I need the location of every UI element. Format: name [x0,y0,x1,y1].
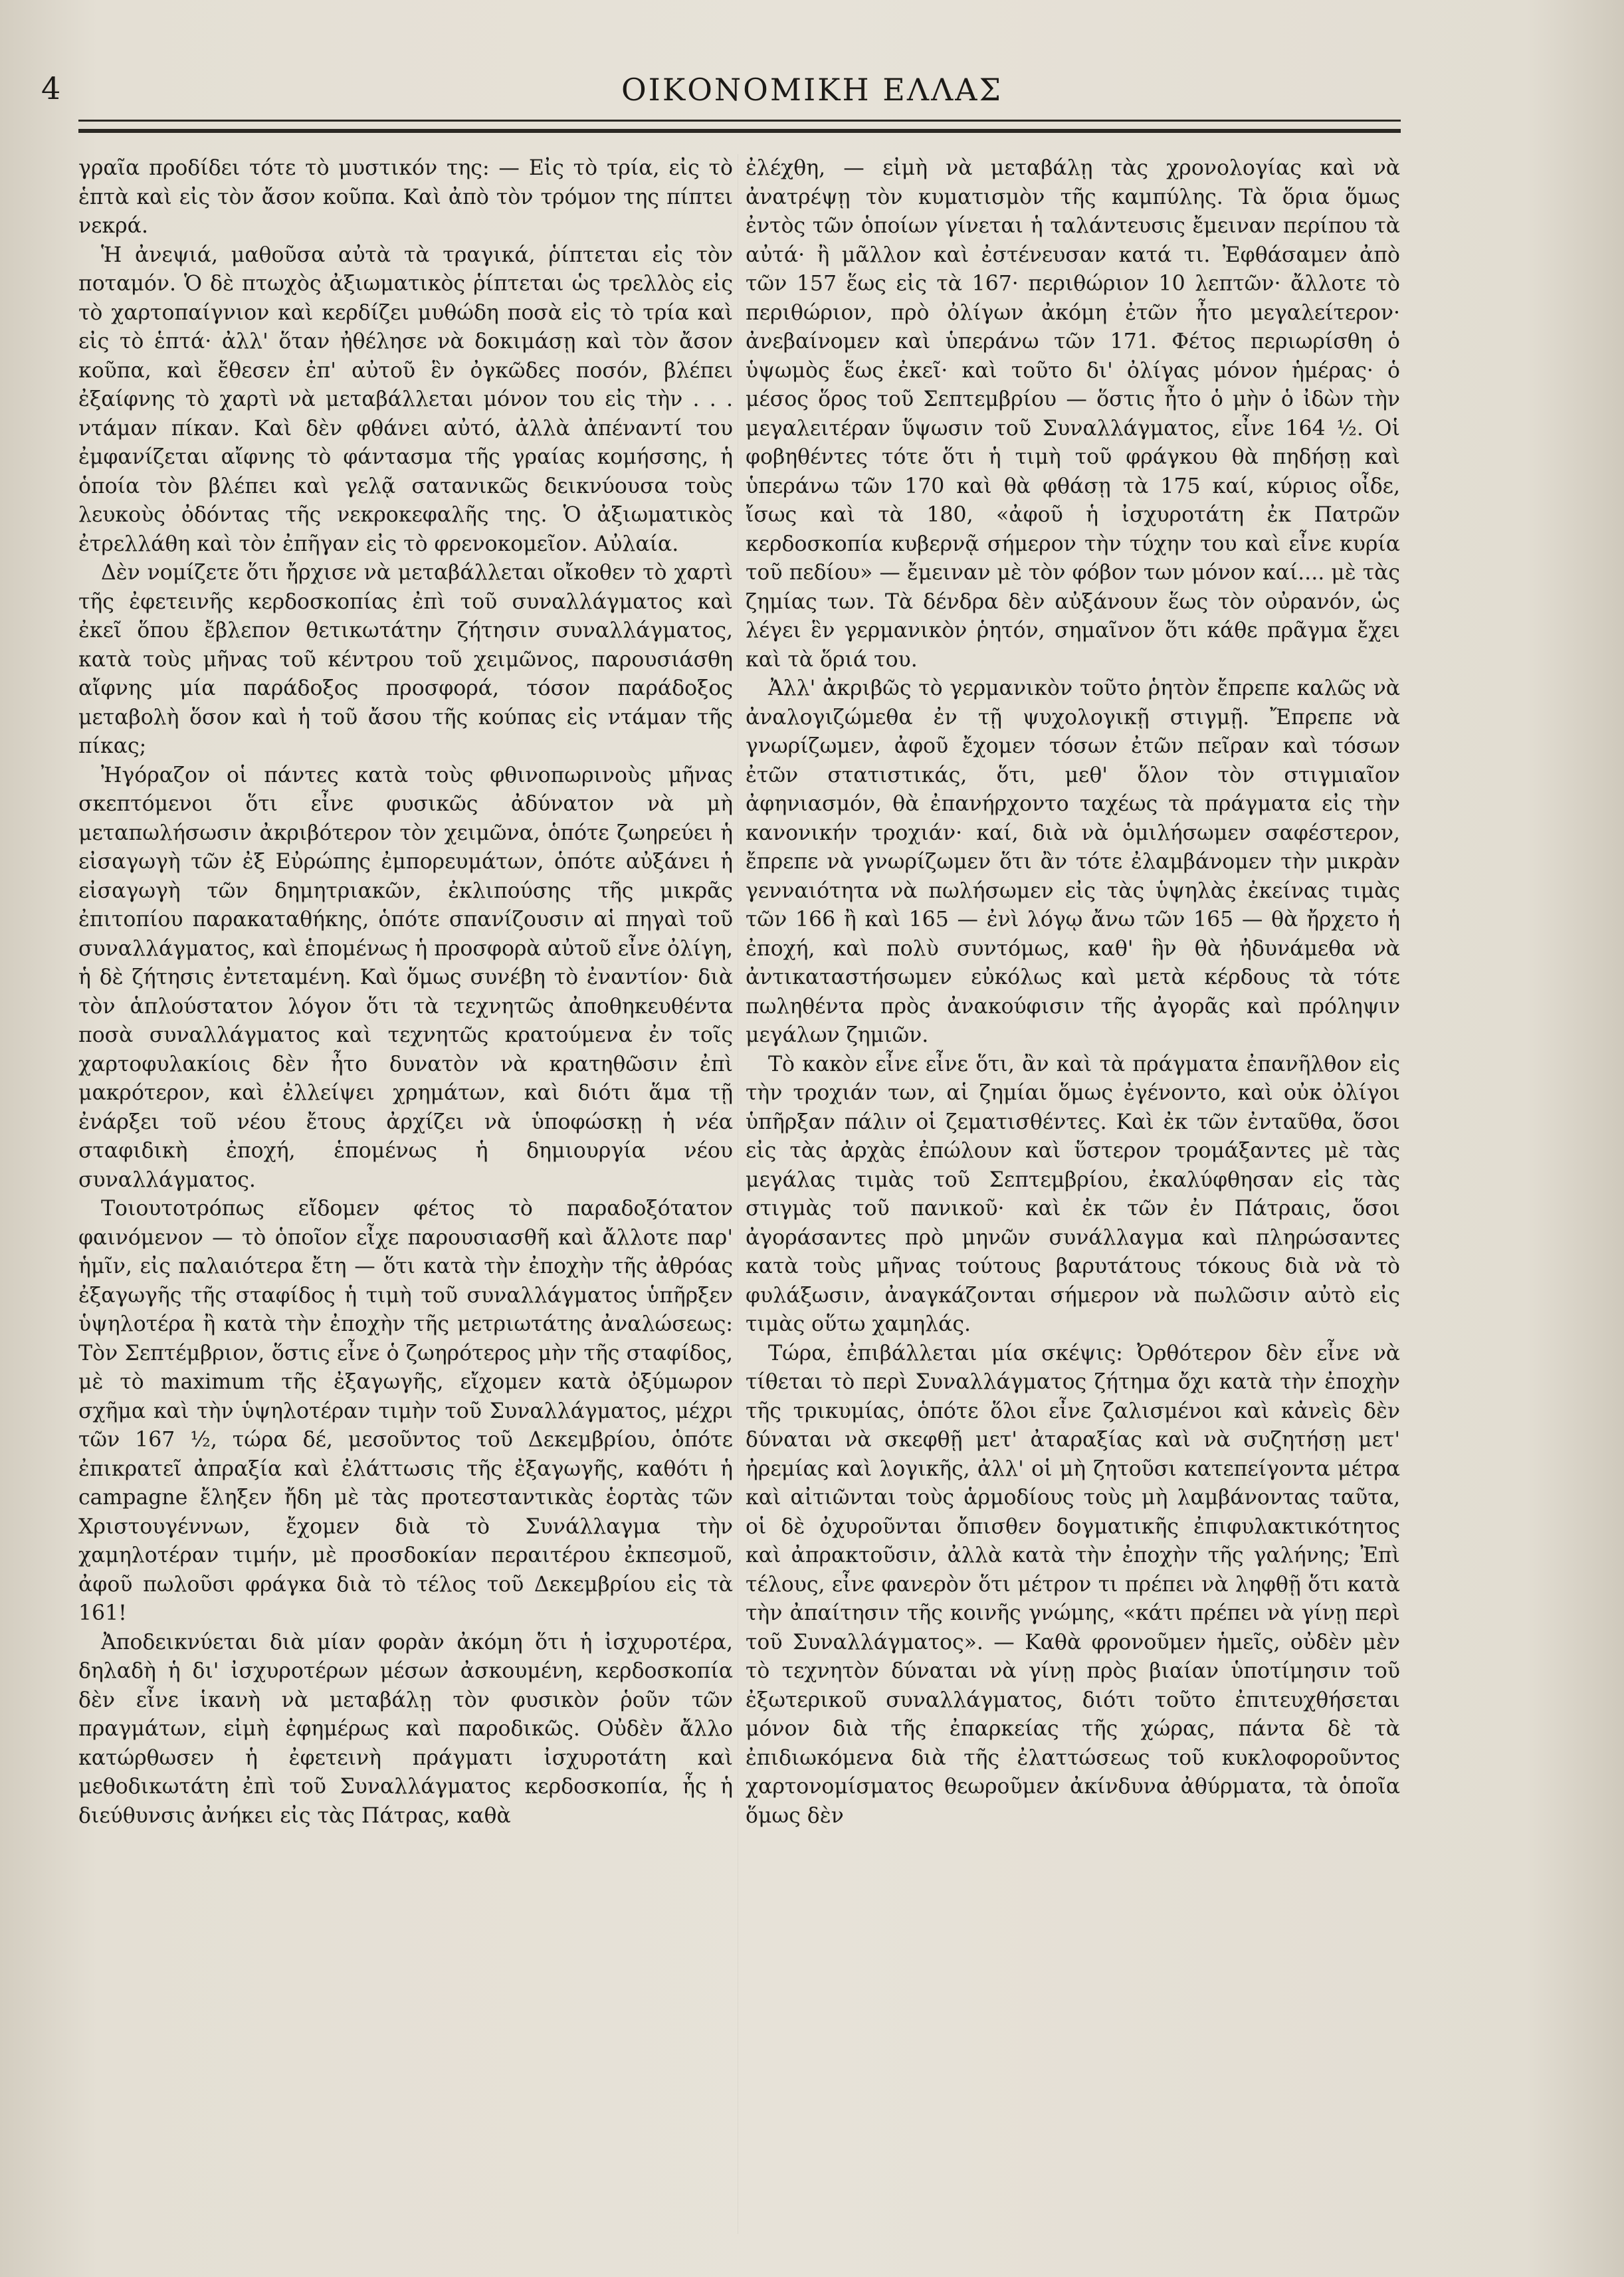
header-rule-thick [78,129,1401,133]
paragraph: Ἀποδεικνύεται διὰ μίαν φορὰν ἀκόμη ὅτι ἡ ἰσχυροτέρα, δηλαδὴ ἡ δι' ἰσχυροτέρων μέσων ἀσκουμένη, κερδοσκοπία δὲν εἶνε ἱκανὴ νὰ μεταβάλῃ τὸν φυσικὸν ῥοῦν τῶν πραγμάτων, εἰμὴ ἐφημέρως καὶ παροδικῶς. Οὐδὲν ἄλλο κατώρθωσεν ἡ ἐφετεινὴ πράγματι ἰσχυροτάτη καὶ μεθοδικωτάτη ἐπὶ τοῦ Συναλλάγματος κερδοσκοπία, ἧς ἡ διεύθυνσις ἀνήκει εἰς τὰς Πάτρας, καθὰ [78,1630,733,1828]
running-title: ΟΙΚΟΝΟΜΙΚΗ ΕΛΛΑΣ [621,72,1003,108]
paragraph: Τώρα, ἐπιβάλλεται μία σκέψις: Ὀρθότερον δὲν εἶνε νὰ τίθεται τὸ περὶ Συναλλάγματος ζήτημα ὄχι κατὰ τὴν ἐποχὴν τῆς τρικυμίας, ὁπότε ὅλοι εἶνε ζαλισμένοι καὶ κἀνεὶς δὲν δύναται νὰ σκεφθῇ μετ' ἀταραξίας καὶ νὰ συζητήσῃ μετ' ἠρεμίας καὶ λογικῆς, ἀλλ' οἱ μὴ ζητοῦσι κατεπείγοντα μέτρα καὶ αἰτιῶνται τοὺς ἁρμοδίους τοὺς μὴ λαμβάνοντας ταῦτα, οἱ δὲ ὀχυροῦνται ὄπισθεν δογματικῆς ἐπιφυλακτικότητος καὶ ἀπρακτοῦσιν, ἀλλὰ κατὰ τὴν ἐποχὴν τῆς γαλήνης; Ἐπὶ τέλους, εἶνε φανερὸν ὅτι μέτρον τι πρέπει νὰ ληφθῇ ὅτι κατὰ τὴν ἀπαίτησιν τῆς κοινῆς γνώμης, «κάτι πρέπει νὰ γίνῃ περὶ τοῦ Συναλλάγματος». — Καθὰ φρονοῦμεν ἡμεῖς, οὐδὲν μὲν τὸ τεχνητὸν δύναται νὰ γίνῃ πρὸς βιαίαν ὑποτίμησιν τοῦ ἐξωτερικοῦ συναλλάγματος, διότι τοῦτο ἐπιτευχθήσεται μόνον διὰ τῆς ἐπαρκείας τῆς χώρας, πάντα δὲ τὰ ἐπιδιωκόμενα διὰ τῆς ἐλαττώσεως τοῦ κυκλοφοροῦντος χαρτονομίσματος θεωροῦμεν ἀκίνδυνα ἀθύρματα, τὰ ὁποῖα ὅμως δὲν [746,1341,1400,1828]
paragraph: Τοιουτοτρόπως εἴδομεν φέτος τὸ παραδοξότατον φαινόμενον — τὸ ὁποῖον εἶχε παρουσιασθῆ καὶ ἄλλοτε παρ' ἡμῖν, εἰς παλαιότερα ἔτη — ὅτι κατὰ τὴν ἐποχὴν τῆς ἀθρόας ἐξαγωγῆς τῆς σταφίδος ἡ τιμὴ τοῦ συναλλάγματος ὑπῆρξεν ὑψηλοτέρα ἢ κατὰ τὴν ἐποχὴν τῆς μετριωτάτης ἀναλώσεως: Τὸν Σεπτέμβριον, ὅστις εἶνε ὁ ζωηρότερος μὴν τῆς σταφίδος, μὲ τὸ maximum τῆς ἐξαγωγῆς, εἴχομεν κατὰ ὀξύμωρον σχῆμα καὶ τὴν ὑψηλοτέραν τιμὴν τοῦ Συναλλάγματος, μέχρι τῶν 167 ½, τώρα δέ, μεσοῦντος τοῦ Δεκεμβρίου, ὁπότε ἐπικρατεῖ ἀπραξία καὶ ἐλάττωσις τῆς ἐξαγωγῆς, καθότι ἡ campagne ἔληξεν ἤδη μὲ τὰς προτεσταντικὰς ἑορτὰς τῶν Χριστουγέννων, ἔχομεν διὰ τὸ Συνάλλαγμα τὴν χαμηλοτέραν τιμήν, μὲ προσδοκίαν περαιτέρου ἐκπεσμοῦ, ἀφοῦ πωλοῦσι φράγκα διὰ τὸ τέλος τοῦ Δεκεμβρίου εἰς τὰ 161! [78,1197,733,1625]
right-column [746,154,1400,2247]
paragraph: ἐλέχθη, — εἰμὴ νὰ μεταβάλῃ τὰς χρονολογίας καὶ νὰ ἀνατρέψῃ τὸν κυματισμὸν τῆς καμπύλης. Τὰ ὅρια ὅμως ἐντὸς τῶν ὁποίων γίνεται ἡ ταλάντευσις ἔμειναν περίπου τὰ αὐτά· ἢ μᾶλλον καὶ ἐστένευσαν κατά τι. Ἐφθάσαμεν ἀπὸ τῶν 157 ἕως εἰς τὰ 167· περιθώριον 10 λεπτῶν· ἄλλοτε τὸ περιθώριον, πρὸ ὀλίγων ἀκόμη ἐτῶν ἦτο μεγαλείτερον· ἀνεβαίνομεν καὶ ὑπεράνω τῶν 171. Φέτος περιωρίσθη ὁ ὑψωμὸς ἕως ἐκεῖ· καὶ τοῦτο δι' ὀλίγας μόνον ἡμέρας· ὁ μέσος ὅρος τοῦ Σεπτεμβρίου — ὅστις ἦτο ὁ μὴν ὁ ἰδὼν τὴν μεγαλειτέραν ὕψωσιν τοῦ Συναλλάγματος, εἶνε 164 ½. Οἱ φοβηθέντες τότε ὅτι ἡ τιμὴ τοῦ φράγκου θὰ πηδήσῃ καὶ ὑπεράνω τῶν 170 καὶ θὰ φθάσῃ τὰ 175 καί, κύριος οἶδε, ἴσως καὶ τὰ 180, «ἀφοῦ ἡ ἰσχυροτάτη ἐκ Πατρῶν κερδοσκοπία κυβερνᾷ σήμερον τὴν τύχην του καὶ εἶνε κυρία τοῦ πεδίου» — ἔμειναν μὲ τὸν φόβον των μόνον καί.... μὲ τὰς ζημίας των. Τὰ δένδρα δὲν αὐξάνουν ἕως τὸν οὐρανόν, ὡς λέγει ἓν γερμανικὸν ῥητόν, σημαῖνον ὅτι κάθε πρᾶγμα ἔχει καὶ τὰ ὅριά του. [746,156,1400,672]
page-number: 4 [41,70,61,106]
header-rule-thin [78,120,1401,122]
paragraph: Ἠγόραζον οἱ πάντες κατὰ τοὺς φθινοπωρινοὺς μῆνας σκεπτόμενοι ὅτι εἶνε φυσικῶς ἀδύνατον νὰ μὴ μεταπωλήσωσιν ἀκριβότερον τὸν χειμῶνα, ὁπότε ζωηρεύει ἡ εἰσαγωγὴ τῶν ἐξ Εὐρώπης ἐμπορευμάτων, ὁπότε αὐξάνει ἡ εἰσαγωγὴ τῶν δημητριακῶν, ἐκλιπούσης τῆς μικρᾶς ἐπιτοπίου παρακαταθήκης, ὁπότε σπανίζουσιν αἱ πηγαὶ τοῦ συναλλάγματος, καὶ ἑπομένως ἡ προσφορὰ αὐτοῦ εἶνε ὀλίγη, ἡ δὲ ζήτησις ἐντεταμένη. Καὶ ὅμως συνέβη τὸ ἐναντίον· διὰ τὸν ἁπλούστατον λόγον ὅτι τὰ τεχνητῶς ἀποθηκευθέντα ποσὰ συναλλάγματος καὶ τεχνητῶς κρατούμενα ἐν τοῖς χαρτοφυλακίοις δὲν ἦτο δυνατὸν νὰ κρατηθῶσιν ἐπὶ μακρότερον, καὶ ἐλλείψει χρημάτων, καὶ διότι ἅμα τῇ ἐνάρξει τοῦ νέου ἔτους ἀρχίζει νὰ ὑποφώσκῃ ἡ νέα σταφιδικὴ ἐποχή, ἑπομένως ἡ δημιουργία νέου συναλλάγματος. [78,763,733,1192]
left-column [78,154,733,2247]
paragraph: Τὸ κακὸν εἶνε εἶνε ὅτι, ἂν καὶ τὰ πράγματα ἐπανῆλθον εἰς τὴν τροχιάν των, αἱ ζημίαι ὅμως ἐγένοντο, καὶ οὐκ ὀλίγοι ὑπῆρξαν πάλιν οἱ ζεματισθέντες. Καὶ ἐκ τῶν ἐνταῦθα, ὅσοι εἰς τὰς ἀρχὰς ἐπώλουν καὶ ὕστερον τρομάξαντες μὲ τὰς μεγάλας τιμὰς τοῦ Σεπτεμβρίου, ἐκαλύφθησαν εἰς τὰς στιγμὰς τοῦ πανικοῦ· καὶ ἐκ τῶν ἐν Πάτραις, ὅσοι ἀγοράσαντες πρὸ μηνῶν συνάλλαγμα καὶ πληρώσαντες κατὰ τοὺς μῆνας τούτους βαρυτάτους τόκους διὰ νὰ τὸ φυλάξωσιν, ἀναγκάζονται σήμερον νὰ πωλῶσιν αὐτὸ εἰς τιμὰς οὕτω χαμηλάς. [746,1052,1400,1336]
paragraph: Δὲν νομίζετε ὅτι ἤρχισε νὰ μεταβάλλεται οἴκοθεν τὸ χαρτὶ τῆς ἐφετεινῆς κερδοσκοπίας ἐπὶ τοῦ συναλλάγματος καὶ ἐκεῖ ὅπου ἔβλεπον θετικωτάτην ζήτησιν συναλλάγματος, κατὰ τοὺς μῆνας τοῦ κέντρου τοῦ χειμῶνος, παρουσιάσθη αἴφνης μία παράδοξος προσφορά, τόσον παράδοξος μεταβολὴ ὅσον καὶ ἡ τοῦ ἄσου τῆς κούπας εἰς ντάμαν τῆς πίκας; [78,561,733,758]
paragraph: γραῖα προδίδει τότε τὸ μυστικόν της: — Εἰς τὸ τρία, εἰς τὸ ἑπτὰ καὶ εἰς τὸν ἄσον κοῦπα. Καὶ ἀπὸ τὸν τρόμον της πίπτει νεκρά. [78,156,733,238]
paragraph: Ἀλλ' ἀκριβῶς τὸ γερμανικὸν τοῦτο ῥητὸν ἔπρεπε καλῶς νὰ ἀναλογιζώμεθα ἐν τῇ ψυχολογικῇ στιγμῇ. Ἔπρεπε νὰ γνωρίζωμεν, ἀφοῦ ἔχομεν τόσων ἐτῶν πεῖραν καὶ τόσων ἐτῶν στατιστικάς, ὅτι, μεθ' ὅλον τὸν στιγμιαῖον ἀφηνιασμόν, θὰ ἐπανήρχοντο ταχέως τὰ πράγματα εἰς τὴν κανονικήν τροχιάν· καί, διὰ νὰ ὁμιλήσωμεν σαφέστερον, ἔπρεπε νὰ γνωρίζωμεν ὅτι ἂν τότε ἐλαμβάνομεν τὴν μικρὰν γενναιότητα νὰ πωλήσωμεν εἰς τὰς ὑψηλὰς ἐκείνας τιμὰς τῶν 166 ἢ καὶ 165 — ἐνὶ λόγῳ ἄνω τῶν 165 — θὰ ἤρχετο ἡ ἐποχή, καὶ πολὺ συντόμως, καθ' ἣν θὰ ἠδυνάμεθα νὰ ἀντικαταστήσωμεν εὐκόλως καὶ μετὰ κέρδους τὰ τότε πωληθέντα πρὸς ἀνακούφισιν τῆς ἀγορᾶς καὶ πρόληψιν μεγάλων ζημιῶν. [746,676,1400,1047]
paragraph: Ἡ ἀνεψιά, μαθοῦσα αὐτὰ τὰ τραγικά, ῥίπτεται εἰς τὸν ποταμόν. Ὁ δὲ πτωχὸς ἀξιωματικὸς ῥίπτεται ὡς τρελλὸς εἰς τὸ χαρτοπαίγνιον καὶ κερδίζει μυθώδη ποσὰ εἰς τὸ τρία καὶ εἰς τὸ ἑπτά· ἀλλ' ὅταν ἠθέλησε νὰ δοκιμάσῃ καὶ τὸν ἄσον κοῦπα, καὶ ἔθεσεν ἐπ' αὐτοῦ ἓν ὀγκῶδες ποσόν, βλέπει ἐξαίφνης τὸ χαρτὶ νὰ μεταβάλλεται μόνον του εἰς τὴν . . . ντάμαν πίκαν. Καὶ δὲν φθάνει αὐτό, ἀλλὰ ἀπέναντί του ἐμφανίζεται αἴφνης τὸ φάντασμα τῆς γραίας κομήσσης, ἡ ὁποία τὸν βλέπει καὶ γελᾷ σατανικῶς δεικνύουσα τοὺς λευκοὺς ὀδόντας τῆς νεκροκεφαλῆς της. Ὁ ἀξιωματικὸς ἐτρελλάθη καὶ τὸν ἐπῆγαν εἰς τὸ φρενοκομεῖον. Αὐλαία. [78,243,733,556]
